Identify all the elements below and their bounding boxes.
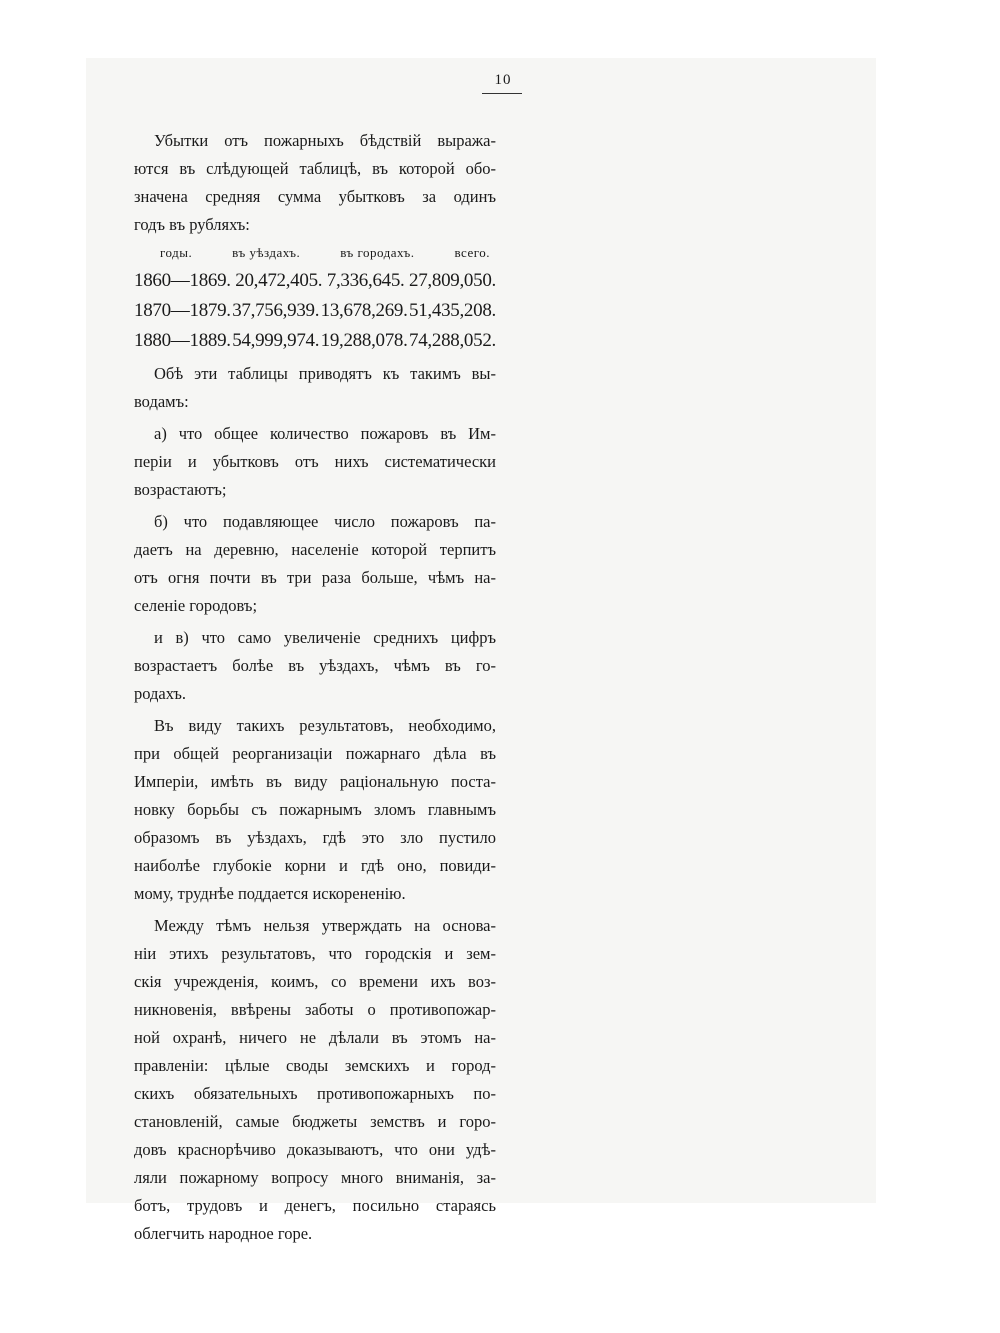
table-cell-years: 1870—1879.: [134, 300, 231, 321]
text-line: ются въ слѣдующей таблицѣ, въ которой обо-: [134, 159, 496, 178]
text-line: б) что подавляющее число пожаровъ па-: [154, 512, 496, 531]
text-line: никновенія, ввѣрены заботы о противопожар-: [134, 1000, 496, 1019]
intro-paragraph: [134, 127, 496, 239]
text-line: Убытки отъ пожарныхъ бѣдствій выража-: [154, 131, 496, 150]
text-line: Обѣ эти таблицы приводятъ къ такимъ вы-: [154, 364, 496, 383]
text-line: правленіи: цѣлые своды земскихъ и город-: [134, 1056, 496, 1075]
page-number-rule: [482, 93, 522, 94]
text-line: Между тѣмъ нельзя утверждать на основа-: [154, 916, 496, 935]
text-line: даетъ на деревню, населеніе которой терпитъ: [134, 540, 496, 559]
text-line: скихъ обязательныхъ противопожарныхъ по-: [134, 1084, 496, 1103]
text-line: а) что общее количество пожаровъ въ Им-: [154, 424, 496, 443]
text-line: годъ въ рубляхъ:: [134, 215, 250, 234]
text-line: Имперіи, имѣть въ виду раціональную поста-: [134, 772, 496, 791]
table-cell-districts: 37,756,939.: [232, 300, 320, 321]
results-paragraph: [134, 712, 496, 908]
table-cell-cities: 7,336,645.: [326, 270, 405, 291]
table-header-districts: въ уѣздахъ.: [232, 245, 301, 260]
text-line: значена средняя сумма убытковъ за одинъ: [134, 187, 496, 206]
table-cell-districts: 20,472,405.: [235, 270, 323, 291]
final-paragraph: [134, 912, 496, 1248]
text-line: селеніе городовъ;: [134, 596, 258, 615]
text-line: становленій, самые бюджеты земствъ и горо-: [134, 1112, 496, 1131]
table-header-cities: въ городахъ.: [340, 245, 415, 260]
table-header-years: годы.: [160, 245, 193, 260]
text-line: родахъ.: [134, 684, 187, 703]
table-cell-total: 51,435,208.: [409, 300, 496, 321]
losses-table: [134, 240, 496, 356]
point-c-paragraph: [134, 624, 496, 708]
text-line: періи и убытковъ отъ нихъ систематически: [134, 452, 496, 471]
table-cell-years: 1880—1889.: [134, 330, 231, 351]
text-line: при общей реорганизаціи пожарнаго дѣла въ: [134, 744, 496, 763]
table-cell-years: 1860—1869.: [134, 270, 231, 291]
text-line: ляли пожарному вопросу много вниманія, за-: [134, 1168, 496, 1187]
point-a-paragraph: [134, 420, 496, 504]
text-line: мому, труднѣе поддается искорененію.: [134, 884, 406, 903]
text-column: [134, 127, 496, 1248]
text-line: отъ огня почти въ три раза больше, чѣмъ на-: [134, 568, 496, 587]
table-row: [134, 266, 496, 296]
text-line: довъ краснорѣчиво доказываютъ, что они удѣ-: [134, 1140, 496, 1159]
table-header-row: [134, 240, 496, 266]
table-row: [134, 326, 496, 356]
text-line: и в) что само увеличеніе среднихъ цифръ: [154, 628, 496, 647]
table-cell-districts: 54,999,974.: [232, 330, 320, 351]
text-line: возрастаютъ;: [134, 480, 227, 499]
table-cell-cities: 13,678,269.: [320, 300, 408, 321]
text-line: водамъ:: [134, 392, 189, 411]
text-line: скія учрежденія, коимъ, со времени ихъ воз-: [134, 972, 496, 991]
table-header-total: всего.: [454, 245, 490, 260]
table-row: [134, 296, 496, 326]
text-line: ной охранѣ, ничего не дѣлали въ этомъ на-: [134, 1028, 496, 1047]
text-line: образомъ въ уѣздахъ, гдѣ это зло пустило: [134, 828, 496, 847]
text-line: новку борьбы съ пожарнымъ зломъ главнымъ: [134, 800, 496, 819]
table-cell-total: 27,809,050.: [409, 270, 496, 291]
text-line: наиболѣе глубокіе корни и гдѣ оно, повиди-: [134, 856, 496, 875]
text-line: возрастаетъ болѣе въ уѣздахъ, чѣмъ въ го-: [134, 656, 496, 675]
conclusion-intro-paragraph: [134, 360, 496, 416]
text-line: Въ виду такихъ результатовъ, необходимо,: [154, 716, 496, 735]
table-cell-total: 74,288,052.: [409, 330, 496, 351]
text-line: ботъ, трудовъ и денегъ, посильно стараясь: [134, 1196, 496, 1215]
table-cell-cities: 19,288,078.: [320, 330, 408, 351]
text-line: ніи этихъ результатовъ, что городскія и зем-: [134, 944, 496, 963]
point-b-paragraph: [134, 508, 496, 620]
page-number: 10: [494, 72, 512, 88]
text-line: облегчить народное горе.: [134, 1224, 313, 1243]
